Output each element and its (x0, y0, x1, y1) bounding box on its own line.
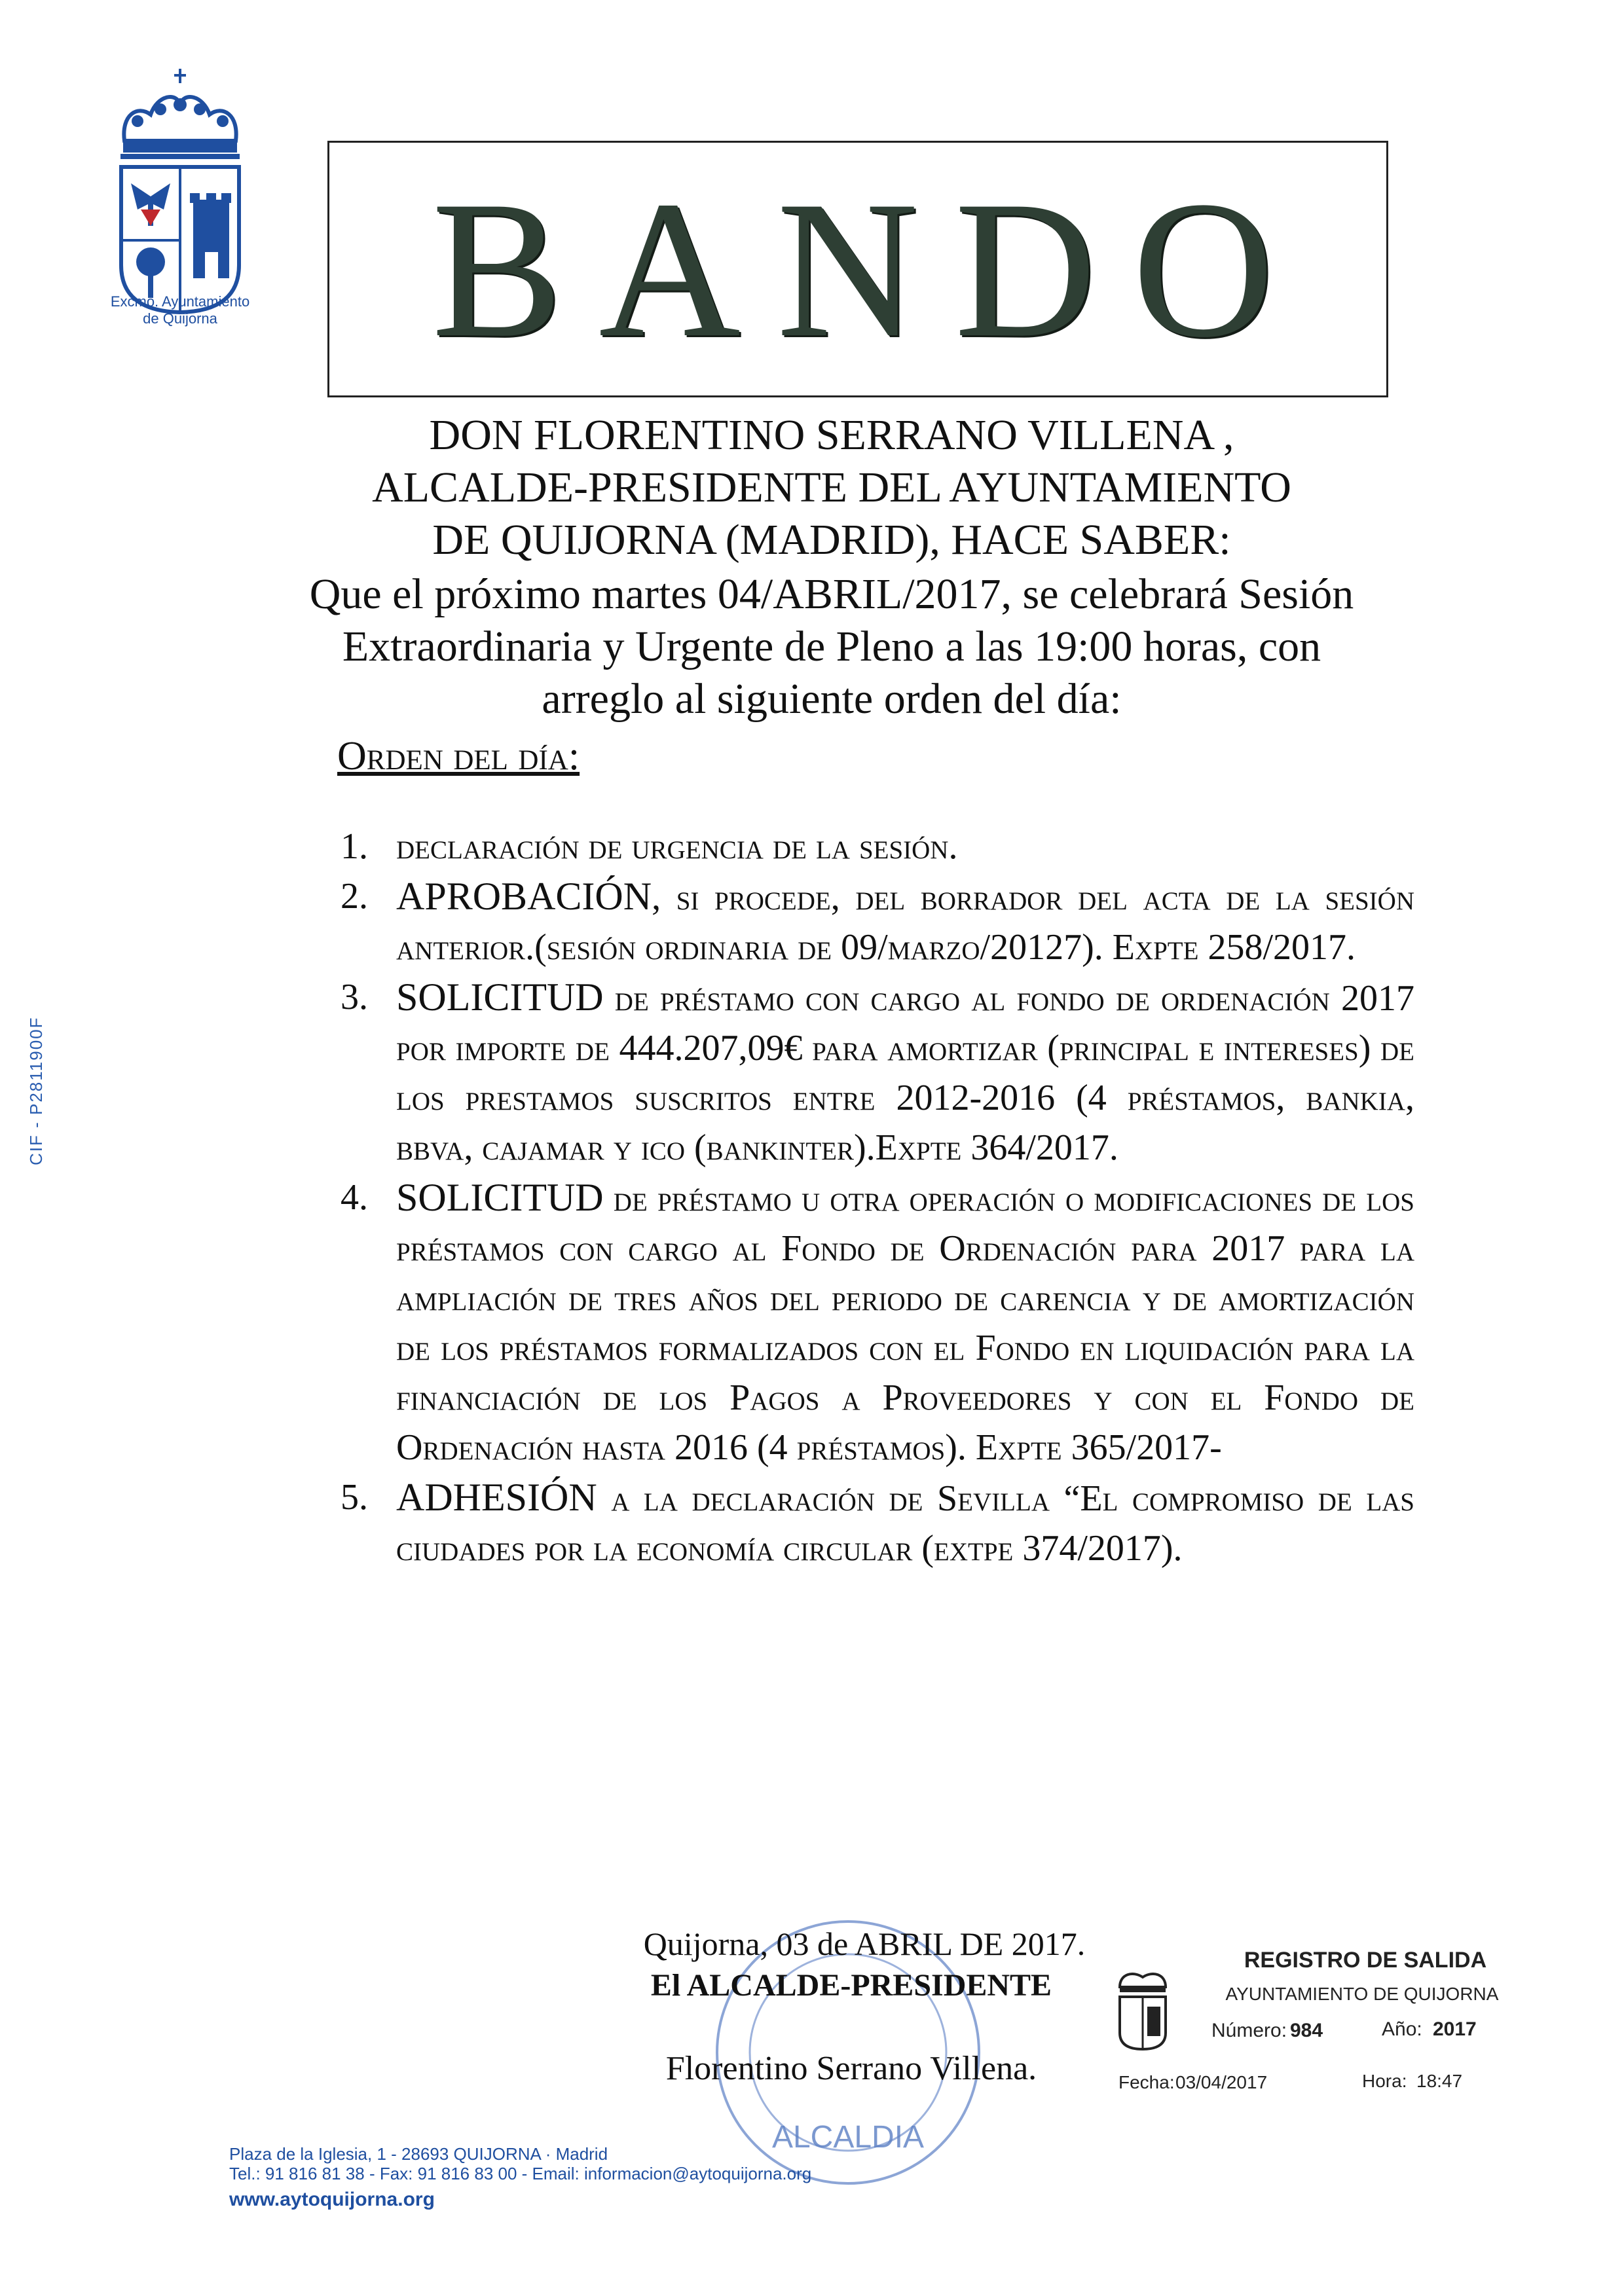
agenda-item-number: 3. (341, 977, 368, 1017)
crest-caption-line-2: de Quijorna (143, 310, 217, 327)
agenda-item-text (396, 1472, 1414, 1573)
agenda-item-lead: APROBACIÓN (396, 875, 652, 918)
signatory-role: El ALCALDE-PRESIDENTE (650, 1968, 1052, 2003)
agenda-item-number: 2. (341, 876, 368, 917)
stamp-label: ALCALDIA (771, 2120, 925, 2155)
registry-stamp (1113, 1948, 1506, 2118)
tax-id-label: CIF - P2811900F (26, 1016, 46, 1165)
footer-website-link[interactable]: www.aytoquijorna.org (229, 2189, 435, 2210)
agenda-item-body: declaración de urgencia de la sesión. (396, 826, 958, 867)
intro-line-1: Que el próximo martes 04/ABRIL/2017, se celebrará Sesión (309, 570, 1354, 618)
document-title: BANDO (432, 160, 1310, 378)
registry-number-value: 984 (1290, 2020, 1323, 2041)
registry-crest-icon (1113, 1961, 1172, 2052)
registry-number-label: Número: (1211, 2020, 1287, 2041)
agenda-item-text (396, 822, 1414, 871)
crest-caption (98, 293, 262, 327)
agenda-item (341, 822, 1414, 871)
agenda-item-lead: SOLICITUD (396, 975, 604, 1019)
crest-caption-line-1: Excmo. Ayuntamiento (110, 293, 250, 310)
agenda-item (341, 1173, 1414, 1472)
agenda-item-body: de préstamo u otra operación o modificaciones de los préstamos con cargo al Fondo de Ordenación para 2017 para la ampliación de tres años del periodo de carencia y de amortización de los préstamos formalizados con el Fondo en liquidación para la financiación de los Pagos a Proveedores y con el Fondo de Ordenación hasta 2016 (4 préstamos). Expte 365/2017- (396, 1178, 1415, 1468)
registry-entity: AYUNTAMIENTO DE QUIJORNA (1225, 1984, 1499, 2004)
agenda-item-body: de préstamo con cargo al fondo de ordenación 2017 por importe de 444.207,09€ para amortizar (principal e intereses) de los prestamos suscritos entre 2012-2016 (4 préstamos, bankia, bbva, cajamar y ico (bankinter).Expte 364/2017. (396, 978, 1414, 1168)
registry-date-value: 03/04/2017 (1175, 2072, 1268, 2092)
agenda-item (341, 972, 1414, 1173)
agenda-item-lead: SOLICITUD (396, 1176, 604, 1219)
agenda-item-text (396, 1173, 1414, 1472)
agenda-item-text (396, 972, 1414, 1173)
agenda-title: Orden del día: (337, 734, 580, 778)
agenda-item-number: 4. (341, 1177, 368, 1218)
registry-date-label: Fecha: (1118, 2072, 1175, 2092)
footer-contact: Tel.: 91 816 81 38 - Fax: 91 816 83 00 - Email: informacion@aytoquijorna.org (229, 2164, 812, 2183)
footer-address: Plaza de la Iglesia, 1 - 28693 QUIJORNA · Madrid (229, 2144, 608, 2164)
agenda-item-text (396, 871, 1414, 972)
agenda-item-body: , si procede, del borrador del acta de la sesión anterior.(sesión ordinaria de 09/marzo/20127). Expte 258/2017. (396, 877, 1414, 968)
registry-hour-label: Hora: (1362, 2071, 1407, 2091)
heading-line-2: ALCALDE-PRESIDENTE DEL AYUNTAMIENTO (372, 464, 1291, 511)
agenda-list (341, 822, 1414, 1573)
agenda-item (341, 871, 1414, 972)
registry-year-value: 2017 (1433, 2018, 1477, 2040)
footer (229, 2144, 811, 2210)
heading-line-3: DE QUIJORNA (MADRID), HACE SABER: (432, 516, 1231, 564)
heading-line-1: DON FLORENTINO SERRANO VILLENA , (429, 411, 1234, 459)
registry-title: REGISTRO DE SALIDA (1244, 1948, 1487, 1973)
intro-line-3: arreglo al siguiente orden del día: (542, 675, 1122, 723)
agenda-item (341, 1472, 1414, 1573)
agenda-item-body: a la declaración de Sevilla “El compromiso de las ciudades por la economía circular (extpe 374/2017). (396, 1478, 1414, 1569)
place-date: Quijorna, 03 de ABRIL DE 2017. (643, 1925, 1086, 1962)
agenda-item-number: 1. (341, 826, 368, 867)
town-crest-logo (111, 69, 249, 318)
agenda-item-lead: ADHESIÓN (396, 1476, 597, 1519)
intro-line-2: Extraordinaria y Urgente de Pleno a las 19:00 horas, con (342, 623, 1321, 670)
registry-hour-value: 18:47 (1416, 2071, 1463, 2091)
agenda-item-number: 5. (341, 1477, 368, 1518)
signatory-name: Florentino Serrano Villena. (665, 2050, 1037, 2087)
registry-year-label: Año: (1382, 2018, 1422, 2040)
